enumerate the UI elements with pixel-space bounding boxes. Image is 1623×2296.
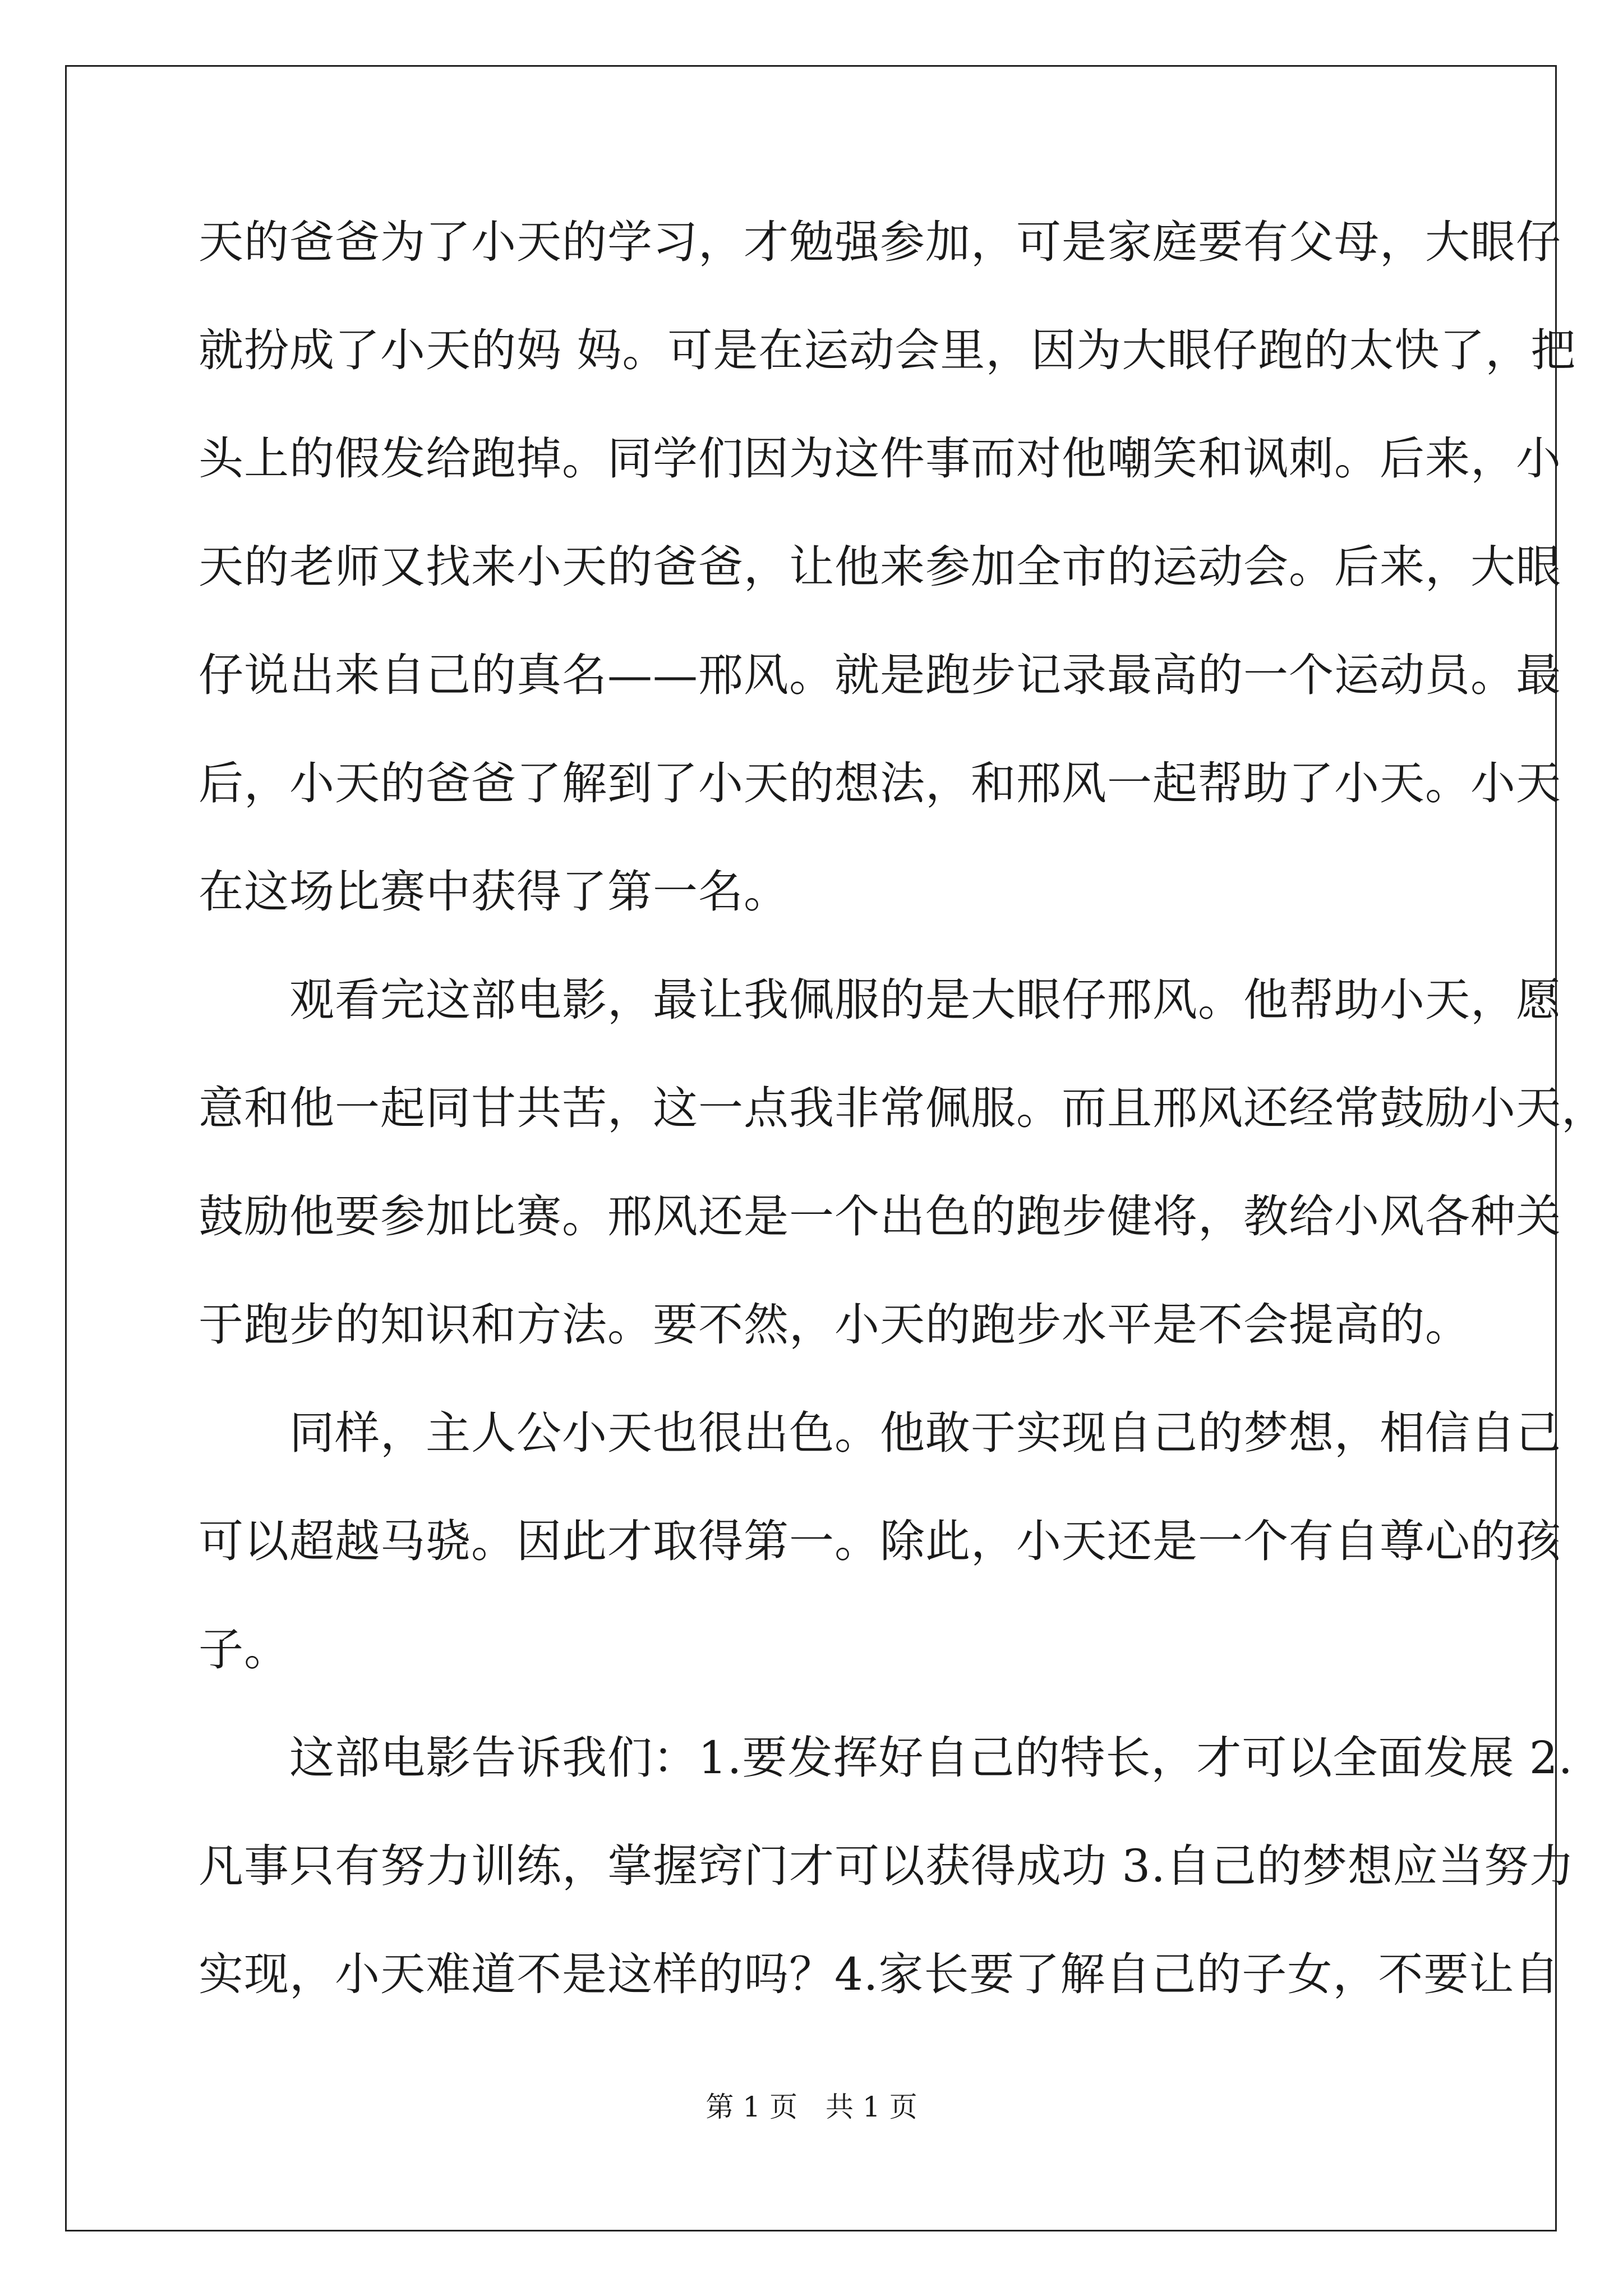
text-line: 头上的假发给跑掉。同学们因为这件事而对他嘲笑和讽刺。后来，小 [199, 432, 1561, 485]
text-line: 观看完这部电影，最让我佩服的是大眼仔邢风。他帮助小天，愿 [199, 974, 1561, 1026]
text-line: 仔说出来自己的真名——邢风。就是跑步记录最高的一个运动员。最 [199, 649, 1561, 701]
text-line: 同样，主人公小天也很出色。他敢于实现自己的梦想，相信自己 [199, 1407, 1561, 1459]
text-line: 意和他一起同甘共苦，这一点我非常佩服。而且邢风还经常鼓励小天， [199, 1082, 1607, 1134]
page-number-footer: 第 1 页 共 1 页 [706, 2091, 917, 2123]
text-line: 就扮成了小天的妈 妈。可是在运动会里，因为大眼仔跑的太快了，把 [199, 324, 1576, 376]
text-line: 天的老师又找来小天的爸爸，让他来参加全市的运动会。后来，大眼 [199, 541, 1561, 593]
text-line: 在这场比赛中获得了第一名。 [199, 866, 789, 918]
text-line: 可以超越马骁。因此才取得第一。除此，小天还是一个有自尊心的孩 [199, 1515, 1561, 1567]
text-line: 天的爸爸为了小天的学习，才勉强参加，可是家庭要有父母，大眼仔 [199, 216, 1561, 268]
page-border [65, 65, 1557, 2231]
text-line: 凡事只有努力训练，掌握窍门才可以获得成功 3.自己的梦想应当努力 [199, 1840, 1575, 1892]
text-line: 鼓励他要参加比赛。邢风还是一个出色的跑步健将，教给小风各种关 [199, 1190, 1561, 1243]
text-line: 子。 [199, 1623, 289, 1676]
text-line: 这部电影告诉我们：1.要发挥好自己的特长，才可以全面发展 2. [199, 1732, 1574, 1784]
text-line: 后，小天的爸爸了解到了小天的想法，和邢风一起帮助了小天。小天 [199, 757, 1561, 809]
text-line: 于跑步的知识和方法。要不然，小天的跑步水平是不会提高的。 [199, 1299, 1470, 1351]
text-line: 实现，小天难道不是这样的吗？4.家长要了解自己的子女，不要让自 [199, 1948, 1560, 2000]
